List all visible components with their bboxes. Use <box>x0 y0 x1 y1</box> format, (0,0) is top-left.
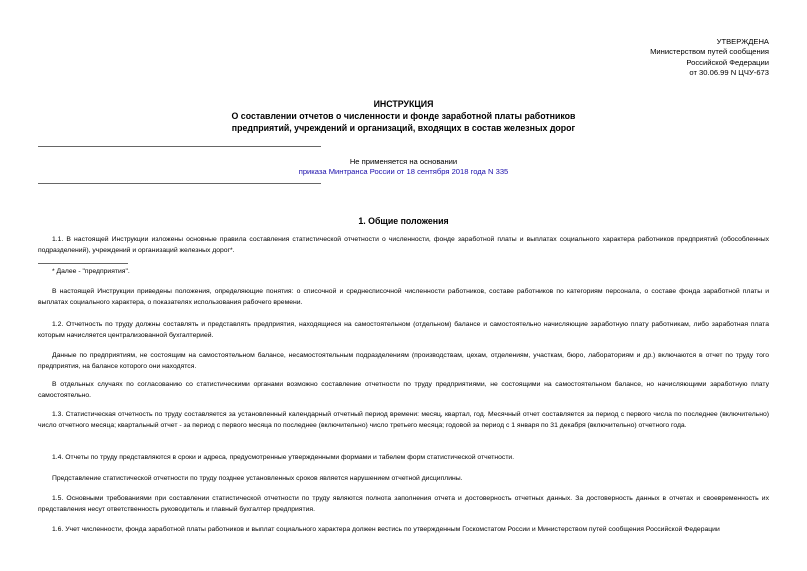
footnote-divider <box>38 263 128 264</box>
divider-bottom <box>38 183 321 184</box>
paragraph: 1.5. Основными требованиями при составлении статистической отчетности по труду являются полнота заполнения отчета и достоверность отчетных данных. За достоверность данных в отчетах и своевременность их представления несут ответственность руководитель и главный бухгалтер предприятия. <box>38 495 769 514</box>
divider-top <box>38 146 321 147</box>
paragraph: 1.3. Статистическая отчетность по труду составляется за установленный календарный отчетный период времени: месяц, квартал, год. Месячный отчет составляется за период с первого числа по последнее (включительно) число отчетного месяца; квартальный отчет - за период с первого месяца по последнее (включительно) число третьего месяца; годовой за период с 1 января по 31 декабря (включительно) отчетного года. <box>38 411 769 430</box>
document-title <box>38 98 769 134</box>
title-heading: ИНСТРУКЦИЯ <box>373 99 434 109</box>
paragraph: 1.6. Учет численности, фонда заработной платы работников и выплат социального характера должен вестись по утвержденным Госкомстатом России и Министерством путей сообщения Российской Федерации <box>52 526 720 533</box>
title-line: О составлении отчетов о численности и фонде заработной платы работников <box>231 111 576 121</box>
paragraph: 1.4. Отчеты по труду представляются в сроки и адреса, предусмотренные утвержденными формами и табелем форм статистической отчетности. <box>52 454 515 461</box>
footnote: * Далее - "предприятия". <box>52 268 130 275</box>
paragraph: 1.1. В настоящей Инструкции изложены основные правила составления статистической отчетности о численности, фонде заработной платы и выплатах социального характера работников предприятий (обособленных подразделений), учреждений и организаций железных дорог*. <box>38 236 769 255</box>
notice-link[interactable]: приказа Минтранса России от 18 сентября 2018 года N 335 <box>298 167 509 177</box>
approval-line: Российской Федерации <box>686 57 769 67</box>
approval-line: от 30.06.99 N ЦЧУ-673 <box>689 68 769 78</box>
approval-line: Министерством путей сообщения <box>650 47 769 57</box>
title-line: предприятий, учреждений и организаций, входящих в состав железных дорог <box>231 123 576 133</box>
paragraph: 1.2. Отчетность по труду должны составлять и представлять предприятия, находящиеся на самостоятельном (отдельном) балансе и самостоятельно начисляющие заработную плату работникам, либо заработная плата которым начисляется централизованной бухгалтерией. <box>38 321 769 340</box>
section-heading: 1. Общие положения <box>358 216 449 226</box>
status-notice <box>38 157 769 178</box>
paragraph: В отдельных случаях по согласованию со статистическими органами возможно составление отчетности по труду предприятиями, не состоящими на самостоятельном балансе, но начисляющими заработную плату самостоятельно. <box>38 381 769 400</box>
notice-text: Не применяется на основании <box>349 157 458 166</box>
approval-line: УТВЕРЖДЕНА <box>716 37 769 46</box>
paragraph: В настоящей Инструкции приведены положения, определяющие понятия: о списочной и среднесписочной численности работников, составе работников по категориям персонала, о составе фонда заработной платы и выплатах социального характера, о показателях использования рабочего времени. <box>38 288 769 307</box>
paragraph: Представление статистической отчетности по труду позднее установленных сроков является нарушением отчетной дисциплины. <box>52 475 463 482</box>
approval-stamp <box>509 37 769 79</box>
paragraph: Данные по предприятиям, не состоящим на самостоятельном балансе, несамостоятельным подразделениям (производствам, цехам, отделениям, участкам, бюро, лабораториям и др.) включаются в отчет по труду того предприятия, на балансе которого они находятся. <box>38 352 769 371</box>
